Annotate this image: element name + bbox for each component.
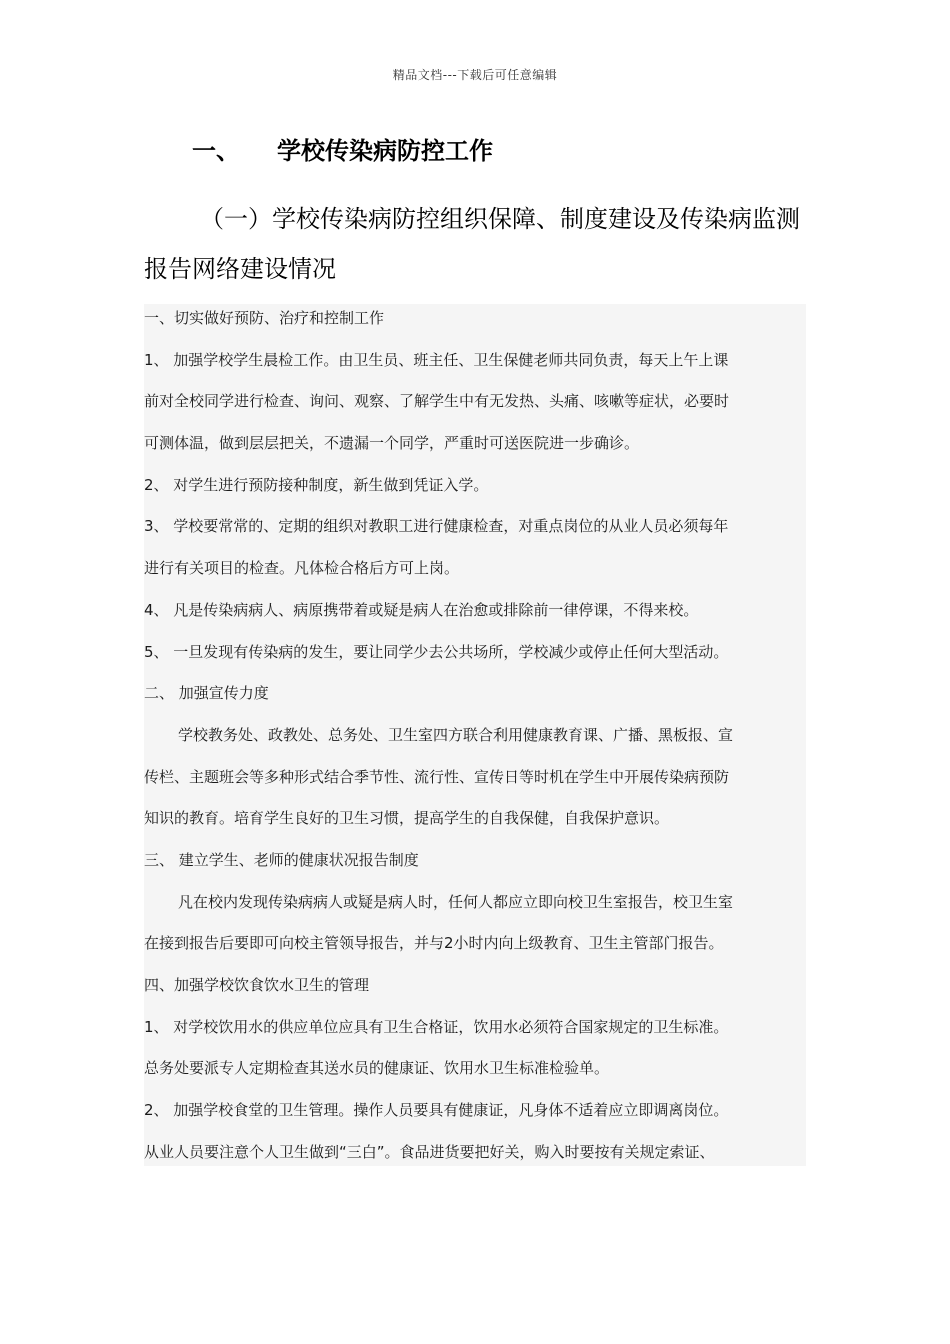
- paragraph-line: 前对全校同学进行检查、询问、观察、了解学生中有无发热、头痛、咳嗽等症状，必要时: [144, 392, 730, 411]
- paragraph-line: 4、 凡是传染病病人、病原携带着或疑是病人在治愈或排除前一律停课，不得来校。: [144, 600, 699, 619]
- heading-line: 四、加强学校饮食饮水卫生的管理: [144, 976, 370, 994]
- heading-line: 三、 建立学生、老师的健康状况报告制度: [144, 850, 419, 869]
- paragraph-line: 2、 加强学校食堂的卫生管理。操作人员要具有健康证，凡身体不适着应立即调离岗位。: [144, 1101, 729, 1120]
- paragraph-line: 总务处要派专人定期检查其送水员的健康证、饮用水卫生标准检验单。: [144, 1059, 610, 1078]
- paragraph-line: 进行有关项目的检查。凡体检合格后方可上岗。: [144, 559, 460, 578]
- body-text: [144, 304, 806, 1166]
- heading-line: 一、切实做好预防、治疗和控制工作: [144, 309, 385, 327]
- section-title: [192, 131, 493, 166]
- paragraph-line: 学校教务处、政教处、总务处、卫生室四方联合利用健康教育课、广播、黑板报、宣: [178, 725, 734, 744]
- paragraph-line: 1、 对学校饮用水的供应单位应具有卫生合格证，饮用水必须符合国家规定的卫生标准。: [144, 1017, 729, 1036]
- page-header: 精品文档---下载后可任意编辑: [392, 68, 558, 82]
- paragraph-line: 在接到报告后要即可向校主管领导报告，并与2小时内向上级教育、卫生主管部门报告。: [144, 934, 724, 953]
- paragraph-line: 5、 一旦发现有传染病的发生，要让同学少去公共场所，学校减少或停止任何大型活动。: [144, 642, 729, 661]
- paragraph-line: 知识的教育。培育学生良好的卫生习惯，提高学生的自我保健，自我保护意识。: [144, 809, 670, 828]
- section-title-text: 学校传染病防控工作: [277, 137, 493, 165]
- paragraph-line: 可测体温，做到层层把关，不遗漏一个同学，严重时可送医院进一步确诊。: [144, 434, 640, 453]
- section-number: 一、: [192, 137, 240, 165]
- paragraph-line: 凡在校内发现传染病病人或疑是病人时，任何人都应立即向校卫生室报告，校卫生室: [178, 892, 734, 911]
- paragraph-line: 2、 对学生进行预防接种制度，新生做到凭证入学。: [144, 475, 489, 494]
- paragraph-line: 1、 加强学校学生晨检工作。由卫生员、班主任、卫生保健老师共同负责，每天上午上课: [144, 350, 729, 369]
- paragraph-line: 传栏、主题班会等多种形式结合季节性、流行性、宣传日等时机在学生中开展传染病预防: [144, 767, 730, 786]
- heading-line: 二、 加强宣传力度: [144, 684, 269, 703]
- paragraph-line: 从业人员要注意个人卫生做到“三白”。食品进货要把好关，购入时要按有关规定索证、: [144, 1142, 715, 1161]
- subsection-title: （一）学校传染病防控组织保障、制度建设及传染病监测报告网络建设情况: [144, 205, 800, 283]
- paragraph-line: 3、 学校要常常的、定期的组织对教职工进行健康检查，对重点岗位的从业人员必须每年: [144, 517, 729, 536]
